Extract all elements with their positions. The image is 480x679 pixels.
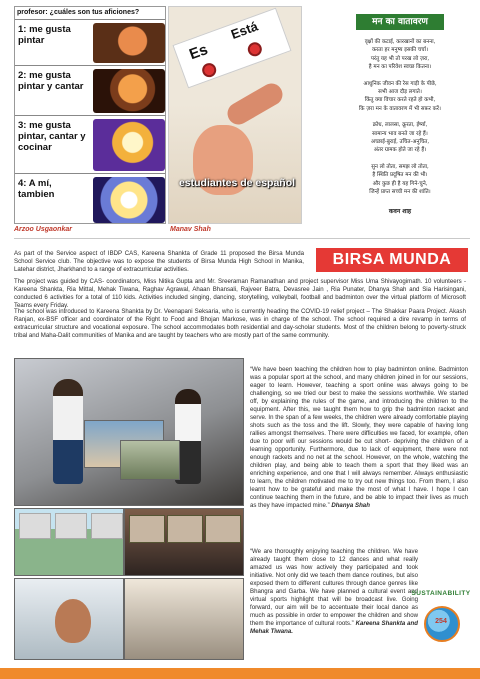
group-photo — [14, 508, 124, 576]
volunteer-portrait-photo — [14, 578, 124, 660]
poem-line: सुन लो तोता, समझ लो तोता, — [371, 163, 429, 170]
meme-panel-3 — [15, 115, 166, 173]
buttons-meme — [168, 6, 302, 224]
poem-line: करता हर मनुष्य इसकी चर्चा। — [371, 47, 429, 54]
meme-panel-1 — [15, 19, 166, 65]
video-tile — [129, 515, 165, 543]
badge-label: SUSTAINABILITY — [411, 590, 471, 597]
poem-stanza — [324, 121, 476, 155]
button-label-right: Está — [228, 18, 260, 42]
poem-line: वृक्षों की कटाई, कारखानों का बनना, — [364, 39, 436, 45]
meme-credit-right: Manav Shah — [170, 226, 211, 233]
article-heading: BIRSA MUNDA — [316, 248, 468, 272]
meme-caption: estudiantes de español — [178, 177, 296, 189]
video-tile — [19, 513, 51, 539]
footer-bar — [0, 668, 480, 679]
sustainability-badge — [410, 590, 472, 652]
poem-line: आधुनिक जीवन की रेस गाड़ी के पीछे, — [363, 80, 437, 87]
brain-image — [93, 119, 165, 171]
video-tile — [55, 513, 87, 539]
meme-credit-left: Arzoo Usgaonkar — [14, 226, 72, 233]
poem-stanza — [324, 163, 476, 197]
poem-line: है स्थिति प्रदूषित मन की भी। — [372, 172, 428, 179]
video-tile — [205, 515, 241, 543]
video-tile — [91, 513, 123, 539]
poem-author: कवन शाह — [388, 207, 412, 215]
video-call-grid-photo — [124, 508, 244, 576]
brain-image — [93, 23, 165, 63]
poem-line: और कुछ ही है यह गिने-चुने, — [372, 180, 428, 187]
red-button-icon — [200, 61, 218, 79]
face-image — [55, 599, 91, 643]
team-paragraph: The project was guided by CAS- coordinators, Miss Nitika Gupta and Mr. Sreeraman Ramanathan and project supervisor Miss Uma Shivayogimath. 10 volunteers - Kareena Shankta, Ria Mittal, Mehak Tiwana, Raghav Agrawal, Ahaan Bhansali, Rajveer Batra, Devasree Jain , Ria Punater, Dhanya Shah and Sia Harisingani, conducted 6 activities for a total of 110 kids. Activities included singing, dancing, storytelling, volleyball, football and badminton over the virtual platform of Microsoft Teams every Friday. — [14, 278, 466, 309]
section-divider — [14, 238, 470, 239]
video-call-photo — [120, 440, 180, 480]
dhanya-quote — [250, 366, 468, 510]
poem-line: सामान्य भाव बनते जा रहे हैं। — [372, 130, 428, 137]
video-tile — [167, 515, 203, 543]
meme-panel-text: 2: me gusta pintar y cantar — [18, 70, 84, 92]
poem-stanza — [324, 38, 476, 72]
poem-line: अच्छाई-बुराई, उचित-अनुचित, — [370, 139, 430, 146]
dance-session-photo — [124, 578, 244, 660]
poem-line: क्रोध, लालसा, क्रूरता, ईर्ष्या, — [372, 122, 428, 129]
poem-line: है मन का परिवेश स्वच्छ कितना। — [368, 64, 432, 71]
quote-text: “We have been teaching the children how to play badminton online. Badminton was a popular sport at the school, and many children joined in for our sessions, eager to learn. However, teaching a sport online was always going to be challenging, so we tried our best to make the sessions worthwhile. We started off, by explaining the rules of the game, and introducing the children to the equipment. After this, we taught them how to grip the badminton racket and serve. In the span of a few weeks, the children were already comfortable playing shots such as the toss and the lift. Slowly, they were capable of having long rallies amongst themselves. There were difficulties we faced, for example, often due to poor wifi our sessions would be cut short- depriving the children of a learning opportunity. Furthermore, due to lack of equipment, there were not enough rackets and no net at the school. However, on the whole, watching the children play, and being able to teach them a sport that they liked was an enriching experience, and one that I will always remember. Always enthusiastic to learn, the children motivated me to try out new things too. From them, I also learnt how to be grateful and make the most of what I have. I hope I can continue teaching them in the future, and be able to impact their lives as much as they have impacted mine.” — [250, 366, 468, 509]
meme-panel-text: 1: me gusta pintar — [18, 24, 71, 46]
meme-panel-text: 4: A mí, tambien — [18, 178, 55, 200]
badge-number: 254 — [435, 618, 447, 625]
brain-image — [93, 177, 165, 223]
meme-panel-text: 3: me gusta pintar, cantar y cocinar — [18, 120, 86, 153]
poem-line: अंतर ग्रामक होते जा रहे हैं। — [373, 147, 427, 154]
poem-line: किंतु क्या विचार करते रहते हो कभी, — [364, 97, 436, 104]
quote-signature: Dhanya Shah — [331, 502, 370, 509]
meme-panel-4 — [15, 173, 166, 224]
player-figure — [53, 379, 83, 484]
meme-title: profesor: ¿cuáles son tus aficiones? — [17, 9, 140, 16]
hindi-poem — [324, 6, 476, 234]
red-button-icon — [246, 40, 264, 58]
button-label-left: Es — [187, 41, 211, 64]
dance-quote — [250, 548, 418, 636]
poem-line: परंतु यह भी तो परख लो ज़रा, — [370, 55, 430, 62]
quote-text: “We are thoroughly enjoying teaching the children. We have already taught them close to 12 dances and what really amazed us was how actively they participated and took initiative. Not only did we teach them dance routines, but also exposed them to different cultures through dance genres like Bhangra and Garba. We have planned a cultural event and virtual sports highlight that will be broadcast live. Going forward, our aim will be to accentuate their local dance as much as possible in order to empower the children and show them the importance of cultural roots.” — [250, 548, 418, 627]
poem-title: मन का वातावरण — [356, 14, 444, 30]
poem-line: सभी आज दौड़ लगाते। — [378, 89, 422, 96]
poem-line: कि ज़रा मन के वातावरण में भी सफ़र करें। — [359, 105, 441, 112]
school-paragraph: The school was introduced to Kareena Shankta by Dr. Veenapani Seksaria, who is currently heading the COVID-19 relief project – The Shakkar Paara Project. Akash Ranjan, ex-BSF officer and coordinator of the Right to Food and Bhojan Markose, was in charge of the school. The school required a dire revamp in terms of extracurricular structure and vocational exposure. The school accommodates both residential and day-scholar students. Most of the children belong to poverty-struck tribal and Maha-Dalit communities of Manika and are taught by teachers who are mostly part of the same community. — [14, 308, 466, 339]
meme-panel-2 — [15, 65, 166, 115]
brain-image — [93, 69, 165, 113]
quote-signature: Kareena Shankta and Mehak Tiwana. — [250, 620, 418, 635]
poem-stanza — [324, 80, 476, 114]
hobbies-meme — [14, 6, 166, 224]
poem-line: जिन्हें प्राप्त सच्ची मन की शांति। — [369, 189, 431, 196]
intro-paragraph: As part of the Service aspect of IBDP CAS, Kareena Shankta of Grade 11 proposed the Birsa Munda School Service club. The objective was to expose the students of Birsa Munda High School in Manika, Latehar district, Jharkhand to a range of extracurricular activities. — [14, 250, 304, 273]
